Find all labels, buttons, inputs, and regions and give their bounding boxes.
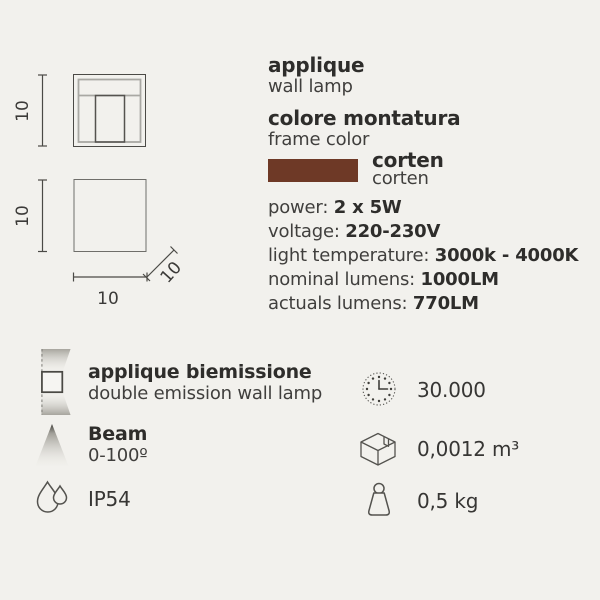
dimension-side-width-label: 10 bbox=[97, 289, 119, 309]
side-view-drawing bbox=[74, 180, 146, 252]
feature-ip-rating bbox=[33, 479, 131, 517]
feature-beam bbox=[34, 423, 148, 467]
swatch-labels bbox=[372, 148, 444, 189]
water-drops-icon bbox=[33, 479, 69, 517]
frame-color-block bbox=[268, 108, 593, 150]
stat-value: 30.000 bbox=[417, 378, 486, 402]
clock-icon bbox=[362, 372, 396, 406]
dimension-side-width bbox=[74, 273, 148, 282]
product-block bbox=[268, 55, 593, 97]
beam-angle-icon bbox=[34, 423, 70, 467]
dimension-depth-label: 10 bbox=[156, 257, 186, 288]
spec-light-temperature: light temperature: 3000k - 4000K bbox=[268, 245, 579, 266]
product-title: applique bbox=[268, 53, 365, 77]
feature-title: IP54 bbox=[88, 487, 131, 511]
feature-text bbox=[88, 424, 148, 467]
dimension-side-height-label: 10 bbox=[13, 205, 33, 227]
frame-color-subtitle: frame color bbox=[268, 129, 370, 150]
feature-title: Beam bbox=[88, 423, 148, 445]
stat-lifetime bbox=[362, 372, 486, 406]
stat-value: 0,5 kg bbox=[417, 489, 479, 513]
product-subtitle: wall lamp bbox=[268, 76, 353, 97]
spec-voltage: voltage: 220-230V bbox=[268, 221, 441, 242]
color-swatch-row bbox=[268, 148, 593, 189]
swatch-name: corten bbox=[372, 148, 444, 172]
stat-weight bbox=[362, 480, 478, 518]
package-box-icon bbox=[356, 429, 400, 469]
stat-volume bbox=[356, 429, 519, 469]
feature-double-emission bbox=[38, 349, 322, 415]
feature-subtitle: double emission wall lamp bbox=[88, 383, 323, 404]
frame-color-title: colore montatura bbox=[268, 106, 461, 130]
stat-value: 0,0012 m³ bbox=[417, 437, 520, 461]
corten-color-swatch bbox=[268, 159, 358, 182]
feature-subtitle: 0-100º bbox=[88, 445, 148, 466]
front-view-drawing bbox=[74, 75, 146, 147]
technical-drawing bbox=[0, 50, 260, 310]
spec-actual-lumens: actuals lumens: 770LM bbox=[268, 293, 479, 314]
dimension-front-height bbox=[38, 75, 47, 146]
spec-power: power: 2 x 5W bbox=[268, 197, 402, 218]
swatch-name-en: corten bbox=[372, 168, 429, 189]
feature-title: applique biemissione bbox=[88, 361, 312, 383]
spec-nominal-lumens: nominal lumens: 1000LM bbox=[268, 269, 499, 290]
double-emission-wall-lamp-icon bbox=[38, 349, 74, 415]
feature-text bbox=[88, 362, 322, 415]
dimension-side-height bbox=[38, 180, 47, 252]
feature-text bbox=[88, 487, 131, 517]
weight-icon bbox=[362, 480, 396, 518]
info-column bbox=[268, 55, 593, 316]
spec-list bbox=[268, 196, 593, 316]
dimension-front-height-label: 10 bbox=[13, 100, 33, 122]
